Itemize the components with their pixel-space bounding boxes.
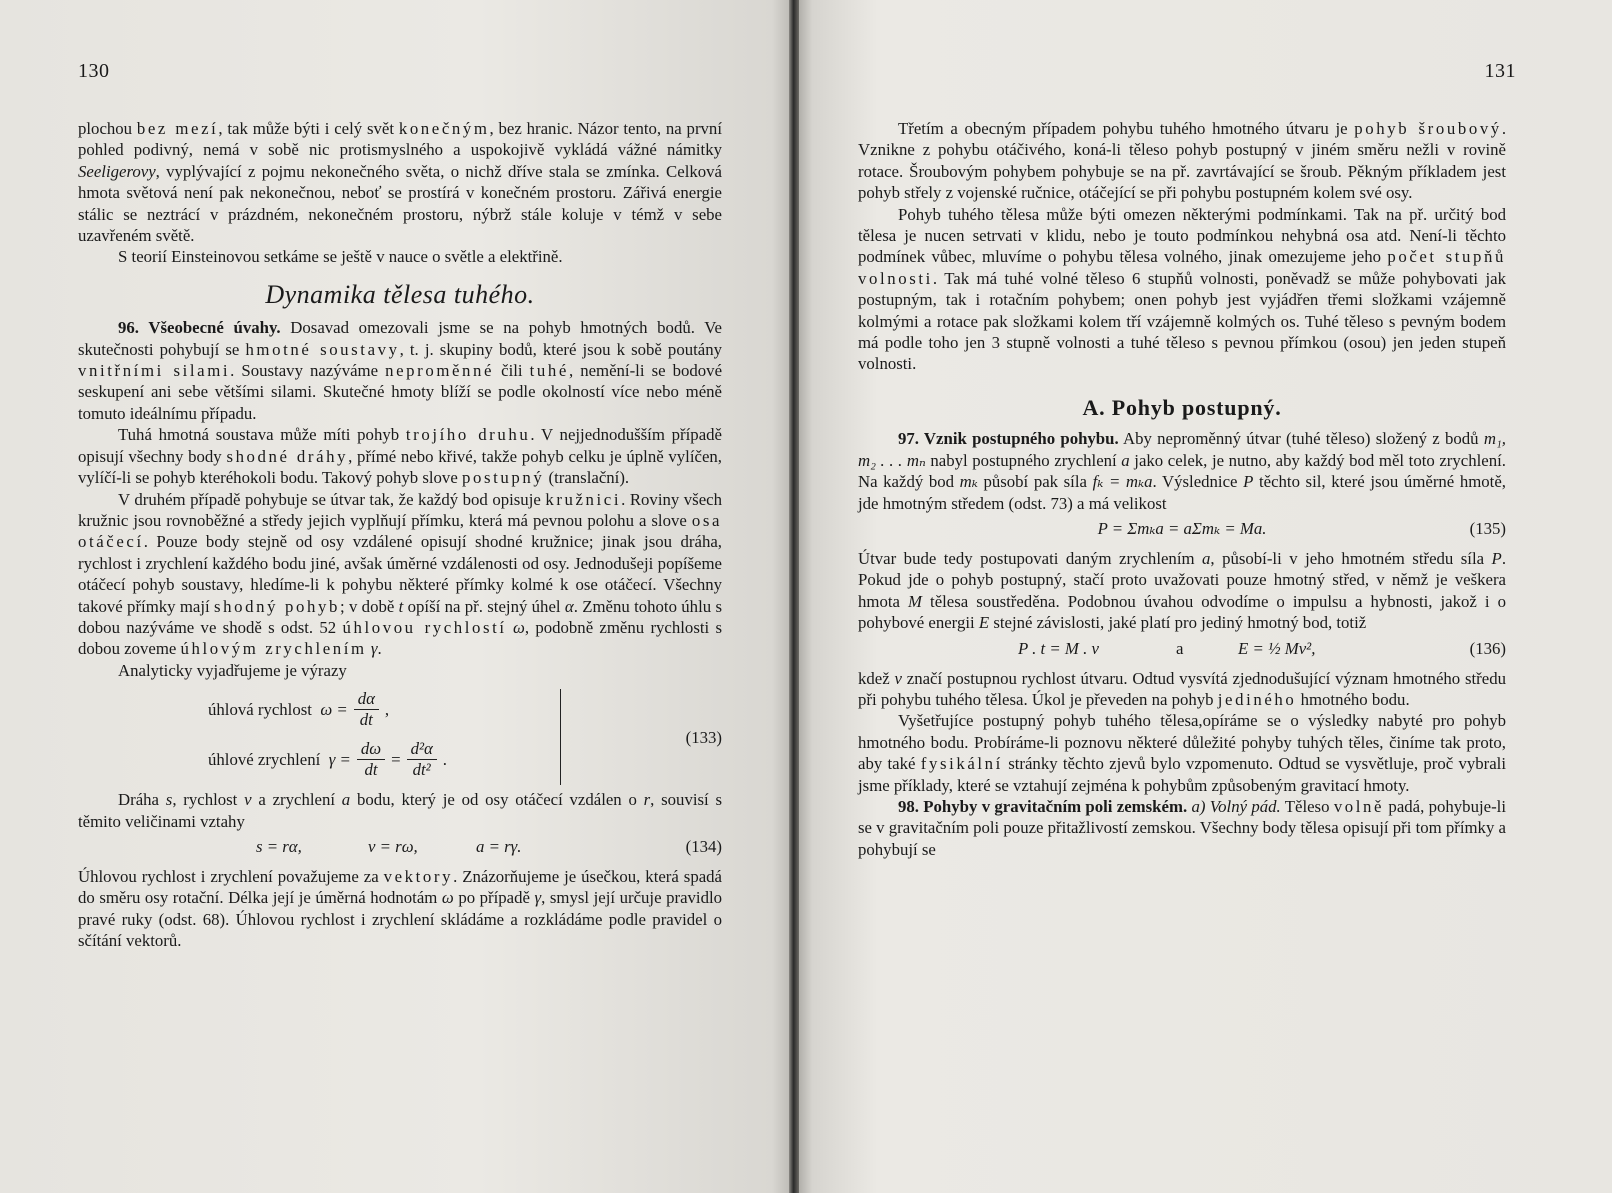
italic-term: a xyxy=(1202,548,1211,568)
italic-term: mₖ xyxy=(959,472,978,492)
spaced-emphasis: neproměnné xyxy=(385,361,495,381)
italic-term: a) Volný pád. xyxy=(1191,796,1281,816)
equation-term: , xyxy=(384,699,390,719)
italic-term: fₖ = mₖa xyxy=(1092,472,1153,492)
equation-135 xyxy=(858,518,1506,544)
spaced-emphasis: fysikální xyxy=(920,754,1003,774)
equation-term: γ = xyxy=(328,749,351,769)
italic-term: γ xyxy=(370,639,378,659)
left-page xyxy=(0,0,796,1193)
paragraph: Tuhá hmotná soustava může míti pohyb trojího druhu. V nejjednodušším případě opisují všechny body shodné dráhy, přímé nebo křivé, takže pohyb celku je úplně vylíčen, vylíčí-li se pohyb kteréhokoli bodu. Takový pohyb slove postupný (translační). xyxy=(78,425,722,488)
spaced-emphasis: kružnici xyxy=(545,489,622,509)
denominator: dt xyxy=(359,710,373,730)
paragraph: 98. Pohyby v gravitačním poli zemském. a) Volný pád. Těleso volně padá, pohybuje-li se v gravitačním poli pouze přitažlivostí zemskou. Všechny body tělesa opisují při tom přímky a pohybují se xyxy=(858,796,1506,859)
spaced-emphasis: postupný xyxy=(461,468,545,488)
paragraph: Třetím a obecným případem pohybu tuhého hmotného útvaru je pohyb šroubový. Vznikne z pohybu otáčivého, koná-li těleso pohyb postupný v jiném směru nežli v rovině rotace. Šroubovým pohybem pohybuje se na př. zavrtávající se šroub. Pěkným příkladem jest pohyb střely z vojenské ručnice, otáčející se při pohybu postupném kolem své osy. xyxy=(858,119,1507,203)
italic-term: a xyxy=(1121,450,1130,470)
numerator: dω xyxy=(357,739,385,760)
italic-term: ω xyxy=(441,888,454,908)
paragraph: Vyšetřujíce postupný pohyb tuhého tělesa,opíráme se o výsledky nabyté pro pohyb hmotného bodu. Probíráme-li poznovu některé důležité pohyby tuhých těles, činíme tak proto, aby také fysikální stránky těchto zjevů bylo vzpomenuto. Odtud se vysvětluje, proč vybrali jsme příklady, které se vztahují zejména k pohybům způsobeným gravitací hmoty. xyxy=(858,711,1506,795)
spaced-emphasis: hmotné soustavy xyxy=(245,339,400,359)
equation-term: s = rα, xyxy=(256,836,302,856)
page-number: 131 xyxy=(1484,60,1516,82)
spaced-emphasis: osa otáčecí xyxy=(78,510,722,552)
right-page xyxy=(796,0,1612,1193)
equation-label: úhlová rychlost xyxy=(208,699,312,719)
equation-term: = xyxy=(391,749,401,769)
bold-heading: 97. Vznik postupného pohybu. xyxy=(898,429,1119,449)
equation-term: P = Σmₖa = aΣmₖ = Ma. xyxy=(1097,518,1267,538)
spaced-emphasis: úhlovou rychlostí xyxy=(342,617,507,637)
italic-term: s xyxy=(165,790,173,810)
italic-term: P xyxy=(1491,548,1502,568)
equation-number: (134) xyxy=(685,836,722,856)
italic-term: γ xyxy=(534,888,542,908)
spaced-emphasis: jediného xyxy=(1217,689,1297,709)
paragraph: Útvar bude tedy postupovati daným zrychlením a, působí-li v jeho hmotném středu síla P. Pokud jde o pohyb postupný, stačí proto uvažovati pouze hmotný střed, v němž je veškera hmota M tělesa soustředěna. Podobnou úvahou odvodíme o impulsu a hybnosti, jakož i o pohybové energii E stejné závislosti, jaké platí pro jediný hmotný bod, totiž xyxy=(858,548,1507,633)
equation-term: v = rω, xyxy=(368,836,418,856)
paragraph: S teorií Einsteinovou setkáme se ještě v nauce o světle a elektřině. xyxy=(118,247,563,267)
bold-heading: 98. Pohyby v gravitačním poli zemském. xyxy=(898,796,1188,816)
denominator: dt² xyxy=(412,760,431,780)
paragraph: V druhém případě pohybuje se útvar tak, že každý bod opisuje kružnici. Roviny všech kružnic jsou rovnoběžné a středy jejich vyplňují přímku, která má pevnou polohu a slove osa otáčecí. Pouze body stejně od osy vzdálené opisují shodné kružnice; jinak jsou dráha, rychlost i zrychlení každého bodu jiné, avšak úměrné vzdálenosti od osy. Jednodušeji popíšeme otáčecí pohyb soustavy, hledíme-li k pohybu některé přímky kolmé k ose otáčecí. Všechny takové přímky mají shodný pohyb; v době t opíší na př. stejný úhel α. Změnu tohoto úhlu s dobou nazýváme ve shodě s odst. 52 úhlovou rychlostí ω, podobně změnu rychlosti s dobou zoveme úhlovým zrychlením γ. xyxy=(78,489,722,659)
paragraph: kdež v značí postupnou rychlost útvaru. Odtud vysvítá zjednodušující význam hmotného středu při pohybu tuhého tělesa. Úkol je převeden na pohyb jediného hmotného bodu. xyxy=(858,668,1506,709)
paragraph: 96. Všeobecné úvahy. Dosavad omezovali jsme se na pohyb hmotných bodů. Ve skutečnosti pohybují se hmotné soustavy, t. j. skupiny bodů, které jsou k sobě poutány vnitřními silami. Soustavy nazýváme neproměnné čili tuhé, nemění-li se bodové seskupení ani sebe většími silami. Skutečné hmoty blíží se podle okolností více nebo méně tomuto ideálnímu případu. xyxy=(78,318,723,423)
section-title: Dynamika tělesa tuhého. xyxy=(265,279,535,309)
numerator: dα xyxy=(354,689,379,710)
paragraph: Dráha s, rychlost v a zrychlení a bodu, který je od osy otáčecí vzdálen o r, souvisí s těmito veličinami vztahy xyxy=(78,790,722,831)
fraction xyxy=(407,739,437,780)
spaced-emphasis: pohyb šroubový xyxy=(1354,119,1502,138)
italic-term: M xyxy=(908,591,922,611)
equation-term: E = ½ Mv², xyxy=(1238,638,1316,658)
spaced-emphasis: vektory xyxy=(383,866,454,886)
paragraph: plochou bez mezí, tak může býti i celý svět konečným, bez hranic. Názor tento, na první pohled podivný, nemá v sobě nic protismyslného a uspokojivě vykládá vážné námitky Seeligerovy, vyplývající z pojmu nekonečného světa, o nichž dříve stala se zmínka. Celková hmota světová není pak nekonečnou, neboť se prostírá v konečném prostoru. Zářivá energie stálic se neztrácí v prázdném, nekonečném prostoru, nýbrž stále koluje v témž v sebe uzavřeném světě. xyxy=(78,119,722,246)
numerator: d²α xyxy=(407,739,437,760)
spaced-emphasis: bez mezí xyxy=(136,119,219,138)
section-title: A. Pohyb postupný. xyxy=(1082,394,1282,420)
equation-row xyxy=(208,689,389,730)
fraction xyxy=(357,739,385,780)
book-gutter xyxy=(789,0,799,1193)
spaced-emphasis: tuhé xyxy=(529,361,569,381)
italic-term: a xyxy=(341,790,351,810)
italic-term: v xyxy=(244,790,252,810)
italic-term: E xyxy=(978,613,990,633)
equation-term: a xyxy=(1176,638,1184,658)
brace xyxy=(560,689,567,785)
spaced-emphasis: konečným xyxy=(398,119,490,138)
equation-number: (135) xyxy=(1469,518,1506,538)
spaced-emphasis: shodné dráhy xyxy=(226,446,349,466)
italic-term: ω xyxy=(513,617,525,637)
page-text xyxy=(858,118,1506,860)
spaced-emphasis: volně xyxy=(1333,796,1385,816)
paragraph: 97. Vznik postupného pohybu. Aby neproměnný útvar (tuhé těleso) složený z bodů m₁, m₂ . . . mₙ nabyl postupného zrychlení a jako celek, je nutno, aby každý bod měl toto zrychlení. Na každý bod mₖ působí pak síla fₖ = mₖa. Výslednice P těchto sil, které jsou úměrné hmotě, jde hmotným středem (odst. 73) a má velikost xyxy=(858,429,1506,513)
spaced-emphasis: trojího druhu xyxy=(405,425,531,445)
equation-term: . xyxy=(442,749,447,769)
equation-term: a = rγ. xyxy=(476,836,522,856)
equation-number: (136) xyxy=(1469,638,1506,658)
paragraph: Analyticky vyjadřujeme je výrazy xyxy=(118,660,347,680)
denominator: dt xyxy=(364,760,378,780)
paragraph: Pohyb tuhého tělesa může býti omezen některými podmínkami. Tak na př. určitý bod tělesa je nucen setrvati v klidu, nebo je touto podmínkou nehybná osa atd. Není-li těchto podmínek vůbec, mluvíme o pohybu tělesa volného, jinak omezujeme jeho počet stupňů volnosti. Tak má tuhé volné těleso 6 stupňů volnosti, poněvadž se může pohybovati jak postupným, tak i rotačním pohybem; onen pohyb jest vyjádřen třemi složkami vzájemně kolmými a rotace pak složkami kolem tří vzájemně kolmých os. Tuhé těleso s pevným bodem má podle toho jen 3 stupně volnosti a tuhé těleso s pevnou přímkou (osou) jen jeden stupeň volnosti. xyxy=(858,204,1506,374)
italic-term: Seeligerovy xyxy=(78,161,156,181)
equation-136 xyxy=(858,638,1506,664)
equation-133 xyxy=(78,687,722,787)
italic-term: P xyxy=(1243,472,1254,492)
spaced-emphasis: vnitřními silami xyxy=(78,361,231,381)
equation-row xyxy=(208,739,447,780)
spaced-emphasis: shodný pohyb xyxy=(214,596,340,616)
page-number: 130 xyxy=(78,60,110,82)
italic-term: α xyxy=(564,596,574,616)
page-text xyxy=(78,118,722,952)
spaced-emphasis: úhlovým zrychlením xyxy=(180,639,367,659)
italic-term: r xyxy=(643,790,651,810)
equation-label: úhlové zrychlení xyxy=(208,749,321,769)
spaced-emphasis: počet stupňů volnosti xyxy=(858,247,1506,288)
italic-term: t xyxy=(398,596,404,616)
equation-term: P . t = M . v xyxy=(1018,638,1099,658)
paragraph: Úhlovou rychlost i zrychlení považujeme za vektory. Znázorňujeme je úsečkou, která spadá do směru osy rotační. Délka její je úměrná hodnotám ω po případě γ, smysl její určuje pravidlo pravé ruky (odst. 68). Úhlovou rychlost i zrychlení skládáme a rozkládáme podle pravidel o sčítání vektorů. xyxy=(78,866,723,951)
italic-term: m₁, m₂ . . . mₙ xyxy=(858,429,1506,470)
equation-term: ω = xyxy=(320,699,348,719)
italic-term: v xyxy=(894,668,902,688)
bold-heading: 96. Všeobecné úvahy. xyxy=(118,318,281,338)
equation-number: (133) xyxy=(685,728,722,748)
fraction xyxy=(354,689,379,730)
equation-134 xyxy=(78,836,722,862)
